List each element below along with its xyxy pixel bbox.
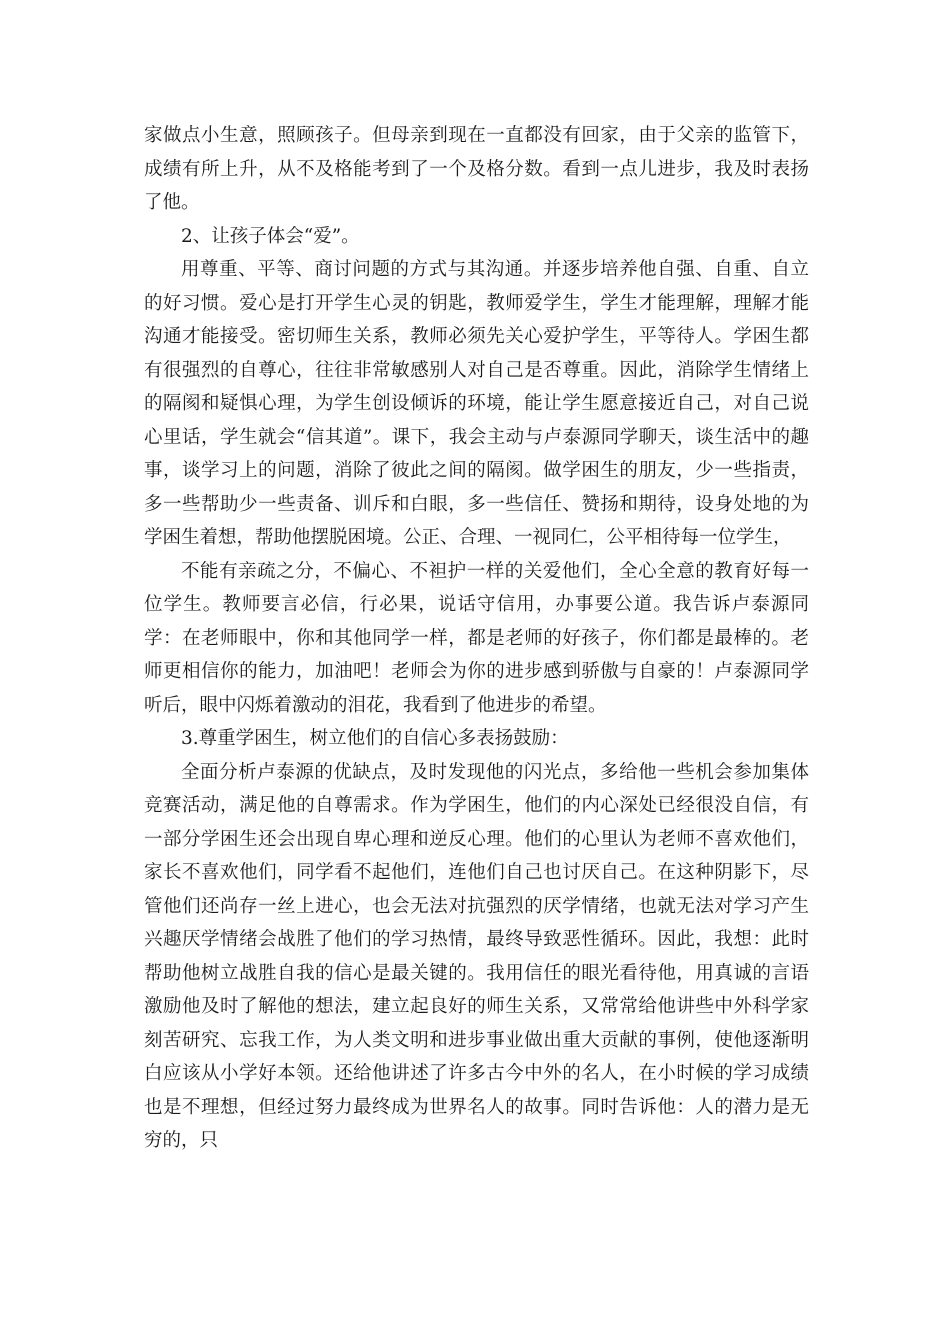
paragraph-6: 全面分析卢泰源的优缺点，及时发现他的闪光点，多给他一些机会参加集体竞赛活动，满足他的自尊需求。作为学困生，他们的内心深处已经很没自信，有一部分学困生还会出现自卑心理和逆反心理。他们的心里认为老师不喜欢他们，家长不喜欢他们，同学看不起他们，连他们自己也讨厌自己。在这种阴影下，尽管他们还尚存一丝上进心，也会无法对抗强烈的厌学情绪，也就无法对学习产生兴趣厌学情绪会战胜了他们的学习热情，最终导致恶性循环。因此，我想：此时帮助他树立战胜自我的信心是最关键的。我用信任的眼光看待他，用真诚的言语激励他及时了解他的想法，建立起良好的师生关系，又常常给他讲些中外科学家刻苦研究、忘我工作，为人类文明和进步事业做出重大贡献的事例，使他逐渐明白应该从小学好本领。还给他讲述了许多古今中外的名人，在小时候的学习成绩也是不理想，但经过努力最终成为世界名人的故事。同时告诉他：人的潜力是无穷的，只	[144, 761, 809, 1151]
paragraph-4: 不能有亲疏之分，不偏心、不袒护一样的关爱他们，全心全意的教育好每一位学生。教师要言必信，行必果，说话守信用，办事要公道。我告诉卢泰源同学：在老师眼中，你和其他同学一样，都是老师的好孩子，你们都是最棒的。老师更相信你的能力，加油吧！老师会为你的进步感到骄傲与自豪的！卢泰源同学听后，眼中闪烁着激动的泪花，我看到了他进步的希望。	[144, 560, 809, 716]
paragraph-2-heading: 2、让孩子体会“爱”。	[181, 225, 360, 247]
paragraph-5-heading: 3.尊重学困生，树立他们的自信心多表扬鼓励：	[181, 728, 569, 749]
document-body	[144, 119, 809, 1158]
paragraph-1: 家做点小生意，照顾孩子。但母亲到现在一直都没有回家，由于父亲的监管下，成绩有所上升，从不及格能考到了一个及格分数。看到一点儿进步，我及时表扬了他。	[144, 125, 809, 213]
paragraph-3: 用尊重、平等、商讨问题的方式与其沟通。并逐步培养他自强、自重、自立的好习惯。爱心是打开学生心灵的钥匙，教师爱学生，学生才能理解，理解才能沟通才能接受。密切师生关系，教师必须先关心爱护学生，平等待人。学困生都有很强烈的自尊心，往往非常敏感别人对自己是否尊重。因此，消除学生情绪上的隔阂和疑惧心理，为学生创设倾诉的环境，能让学生愿意接近自己，对自己说心里话，学生就会“信其道”。课下，我会主动与卢泰源同学聊天，谈生活中的趣事，谈学习上的问题，消除了彼此之间的隔阂。做学困生的朋友，少一些指责，多一些帮助少一些责备、训斥和白眼，多一些信任、赞扬和期待，设身处地的为学困生着想，帮助他摆脱困境。公正、合理、一视同仁，公平相待每一位学生，	[144, 259, 809, 548]
